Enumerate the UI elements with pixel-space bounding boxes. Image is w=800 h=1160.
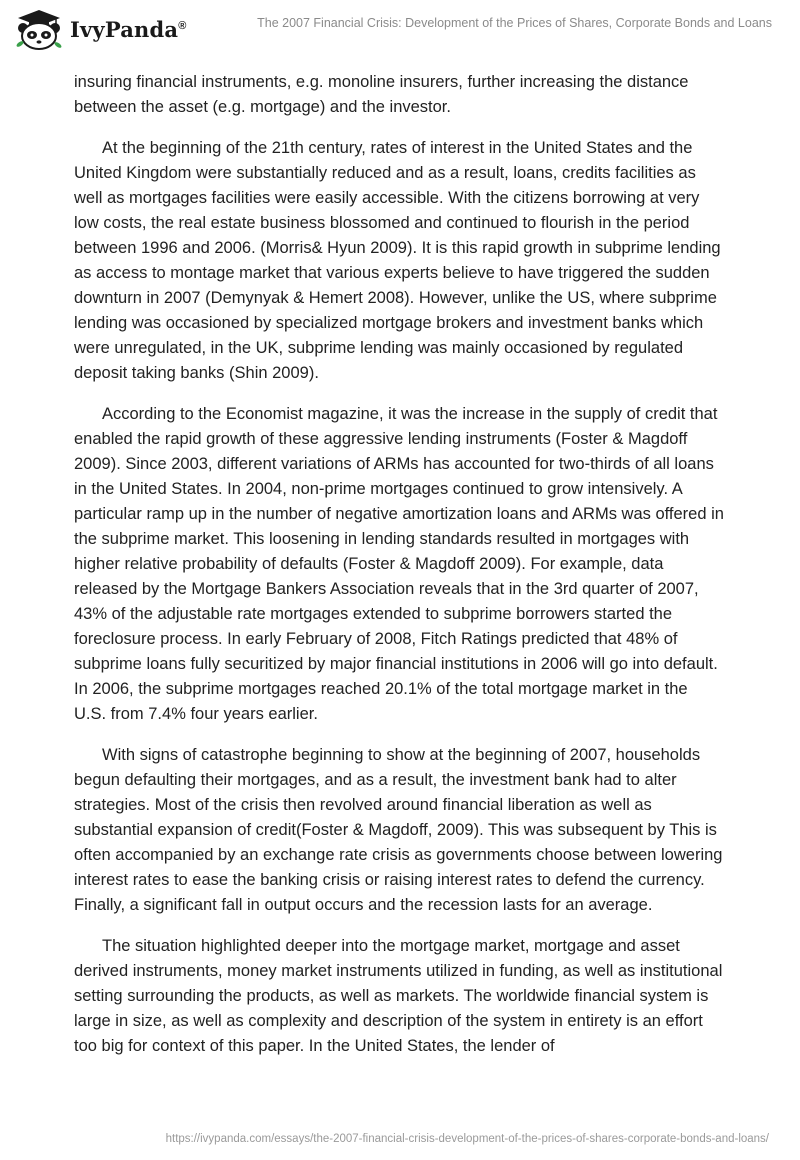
brand-name xyxy=(70,17,187,42)
paragraph-2: At the beginning of the 21th century, rates of interest in the United States and the United Kingdom were substantially reduced and as a result, loans, credits facilities as well as mortgages facilities were easily accessible. With the citizens borrowing at very low costs, the real estate business blossomed and continued to flourish in the period between 1996 and 2006. (Morris& Hyun 2009). It is this rapid growth in subprime lending as access to montage market that various experts believe to have triggered the sudden downturn in 2007 (Demynyak & Hemert 2008). However, unlike the US, where subprime lending was occasioned by specialized mortgage brokers and investment banks which were unregulated, in the UK, subprime lending was mainly occasioned by regulated deposit taking banks (Shin 2009). xyxy=(74,139,721,382)
brand-logo[interactable] xyxy=(14,8,187,50)
brand-name-text: IvyPanda xyxy=(70,16,179,42)
document-title: The 2007 Financial Crisis: Development of the Prices of Shares, Corporate Bonds and Loans xyxy=(257,16,772,30)
paragraph-3: According to the Economist magazine, it was the increase in the supply of credit that enabled the rapid growth of these aggressive lending instruments (Foster & Magdoff 2009). Since 2003, different variations of ARMs has accounted for two-thirds of all loans in the United States. In 2004, non-prime mortgages continued to grow intensively. A particular ramp up in the number of negative amortization loans and ARMs was offered in the subprime market. This loosening in lending standards resulted in mortgages with higher relative probability of defaults (Foster & Magdoff 2009). For example, data released by the Mortgage Bankers Association reveals that in the 3rd quarter of 2007, 43% of the adjustable rate mortgages extended to subprime borrowers started the foreclosure process. In early February of 2008, Fitch Ratings predicted that 48% of subprime loans fully securitized by major financial institutions in 2006 will go into default. In 2006, the subprime mortgages reached 20.1% of the total mortgage market in the U.S. from 7.4% four years earlier. xyxy=(74,405,724,723)
paragraph-4: With signs of catastrophe beginning to show at the beginning of 2007, households begun defaulting their mortgages, and as a result, the investment bank had to alter strategies. Most of the crisis then revolved around financial liberation as well as substantial expansion of credit(Foster & Magdoff, 2009). This was subsequent by This is often accompanied by an exchange rate crisis as governments choose between lowering interest rates to ease the banking crisis or raising interest rates to defend the currency. Finally, a significant fall in output occurs and the recession lasts for an average. xyxy=(74,746,723,914)
page-header xyxy=(0,0,800,60)
paragraph-1: insuring financial instruments, e.g. monoline insurers, further increasing the distance between the asset (e.g. mortgage) and the investor. xyxy=(74,73,689,116)
panda-mascot-icon xyxy=(14,8,64,50)
source-url-link[interactable]: https://ivypanda.com/essays/the-2007-financial-crisis-development-of-the-prices-of-shares-corporate-bonds-and-loans/ xyxy=(165,1133,769,1145)
paragraph-5: The situation highlighted deeper into the mortgage market, mortgage and asset derived instruments, money market instruments utilized in funding, as well as institutional setting surrounding the products, as well as markets. The worldwide financial system is large in size, as well as complexity and description of the system in entirety is an effort too big for context of this paper. In the United States, the lender of xyxy=(74,937,723,1055)
registered-mark: ® xyxy=(178,19,187,32)
essay-body xyxy=(74,70,724,1075)
